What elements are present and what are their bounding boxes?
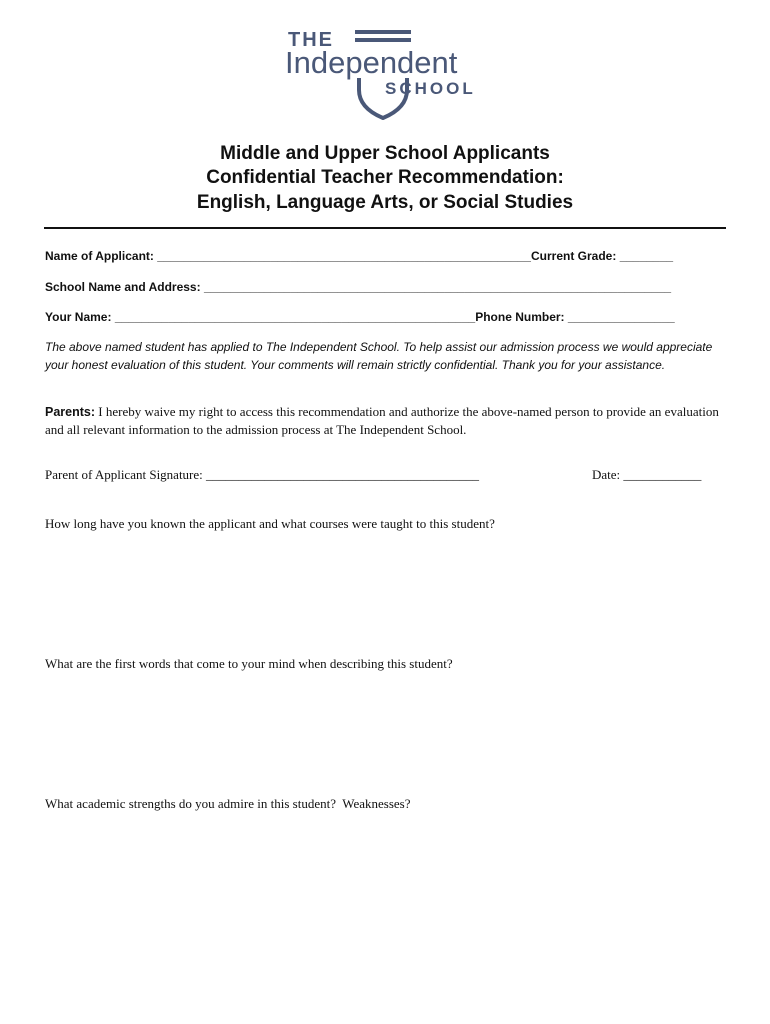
school-name-label: School Name and Address: bbox=[45, 280, 201, 294]
title-line-1: Middle and Upper School Applicants bbox=[220, 143, 550, 164]
intro-paragraph: The above named student has applied to The Independent School. To help assist our admission process we would appreciate your honest evaluation of this student. Your comments will remain strictly confidential. Thank you for your assistance. bbox=[45, 340, 713, 372]
logo-independent-text: Independent bbox=[285, 45, 458, 80]
title-line-3: English, Language Arts, or Social Studies bbox=[196, 192, 574, 213]
applicant-row bbox=[45, 248, 725, 264]
parents-waiver bbox=[45, 403, 725, 438]
signature-label: Parent of Applicant Signature: bbox=[45, 467, 203, 482]
parents-label: Parents: bbox=[45, 405, 96, 419]
phone-number-blank[interactable]: ________________ bbox=[567, 310, 675, 324]
question-2: What are the first words that come to your mind when describing this student? bbox=[45, 656, 453, 671]
applicant-name-blank[interactable]: ________________________________________________________ bbox=[157, 249, 531, 263]
date-label: Date: bbox=[592, 467, 621, 482]
date-row bbox=[592, 467, 701, 483]
title-line-2: Confidential Teacher Recommendation: bbox=[206, 167, 564, 188]
question-3: What academic strengths do you admire in this student? Weaknesses? bbox=[45, 796, 411, 811]
applicant-name-label: Name of Applicant: bbox=[45, 249, 154, 263]
phone-number-label: Phone Number: bbox=[475, 310, 565, 324]
parents-text: I hereby waive my right to access this recommendation and authorize the above-named person to provide an evaluation and all relevant information to the admission process at The Independent School. bbox=[45, 404, 719, 437]
logo-the-text: THE bbox=[288, 29, 334, 51]
your-name-blank[interactable]: ______________________________________________________ bbox=[114, 310, 476, 324]
logo-school-text: SCHOOL bbox=[385, 79, 476, 98]
current-grade-blank[interactable]: ________ bbox=[619, 249, 674, 263]
school-logo-svg bbox=[285, 28, 485, 120]
signature-row bbox=[45, 467, 479, 483]
logo-bar-top bbox=[355, 30, 411, 34]
your-name-label: Your Name: bbox=[45, 310, 112, 324]
date-blank[interactable]: ____________ bbox=[623, 467, 702, 482]
question-1: How long have you known the applicant and what courses were taught to this student? bbox=[45, 516, 495, 531]
current-grade-label: Current Grade: bbox=[530, 249, 617, 263]
signature-blank[interactable]: __________________________________________ bbox=[206, 467, 480, 482]
title-divider bbox=[44, 227, 726, 229]
logo-bar-middle bbox=[355, 38, 411, 42]
your-name-row bbox=[45, 309, 725, 325]
school-logo bbox=[285, 28, 485, 120]
school-name-blank[interactable]: ______________________________________________________________________ bbox=[203, 280, 672, 294]
school-row bbox=[45, 279, 725, 295]
